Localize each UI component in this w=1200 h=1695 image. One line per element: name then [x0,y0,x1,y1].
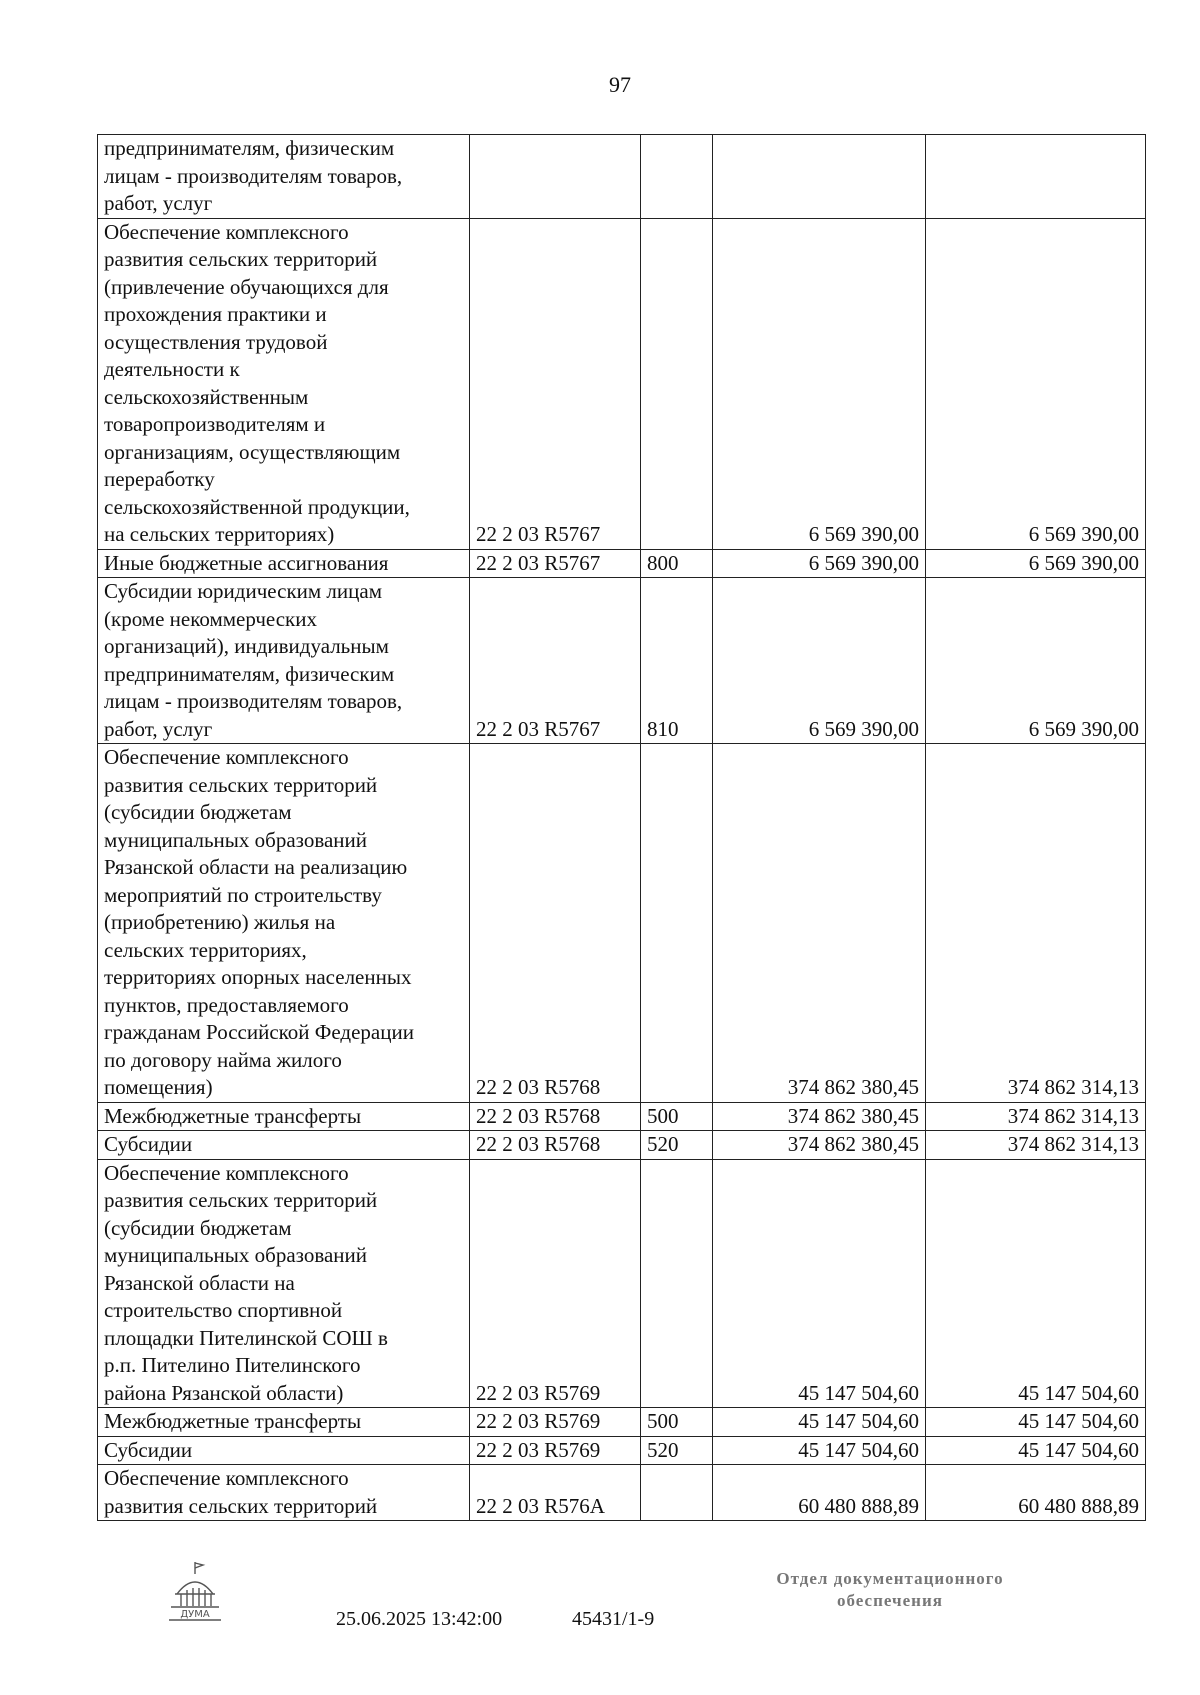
cell-code: 22 2 03 R576A [470,1465,641,1521]
cell-amount-2: 45 147 504,60 [926,1436,1146,1465]
cell-expense-type [641,1465,713,1521]
table-row [98,1159,1146,1408]
cell-name: Обеспечение комплексного развития сельских территорий (субсидии бюджетам муниципальных образований Рязанской области на реализацию мероприятий по строительству (приобретению) жилья на сельских территориях, территориях опорных населенных пунктов, предоставляемого гражданам Российской Федерации по договору найма жилого помещения) [98,744,470,1103]
duma-logo-icon [165,1560,225,1622]
cell-name: Субсидии юридическим лицам (кроме некоммерческих организаций), индивидуальным предпринимателям, физическим лицам - производителям товаров, работ, услуг [98,578,470,744]
cell-amount-2: 374 862 314,13 [926,1102,1146,1131]
cell-expense-type: 500 [641,1408,713,1437]
table-row [98,549,1146,578]
budget-table [97,134,1146,1521]
cell-code: 22 2 03 R5767 [470,549,641,578]
cell-amount-2: 6 569 390,00 [926,549,1146,578]
cell-code: 22 2 03 R5769 [470,1159,641,1408]
cell-amount-1: 6 569 390,00 [713,549,926,578]
table-row [98,744,1146,1103]
cell-name: предпринимателям, физическим лицам - производителям товаров, работ, услуг [98,135,470,219]
cell-amount-1: 374 862 380,45 [713,1131,926,1160]
footer-date: 25.06.2025 13:42:00 [336,1608,503,1630]
cell-amount-1: 374 862 380,45 [713,744,926,1103]
cell-code [470,135,641,219]
cell-name: Иные бюджетные ассигнования [98,549,470,578]
logo-text: ДУМА [180,1609,210,1620]
cell-amount-2: 45 147 504,60 [926,1408,1146,1437]
cell-amount-1: 6 569 390,00 [713,218,926,549]
cell-expense-type [641,1159,713,1408]
table-row [98,1436,1146,1465]
table-row [98,578,1146,744]
cell-name: Субсидии [98,1436,470,1465]
table-row [98,1408,1146,1437]
cell-amount-2: 374 862 314,13 [926,1131,1146,1160]
cell-code: 22 2 03 R5769 [470,1436,641,1465]
cell-expense-type: 500 [641,1102,713,1131]
cell-amount-1: 45 147 504,60 [713,1159,926,1408]
page-number: 97 [609,72,631,97]
table-row [98,1131,1146,1160]
cell-expense-type [641,218,713,549]
cell-code: 22 2 03 R5768 [470,1102,641,1131]
table-row [98,135,1146,219]
cell-expense-type: 520 [641,1436,713,1465]
cell-expense-type [641,135,713,219]
cell-code: 22 2 03 R5768 [470,744,641,1103]
cell-amount-1: 45 147 504,60 [713,1408,926,1437]
cell-amount-2: 6 569 390,00 [926,578,1146,744]
cell-code: 22 2 03 R5767 [470,218,641,549]
footer-doc-id: 45431/1-9 [572,1608,655,1630]
cell-expense-type: 520 [641,1131,713,1160]
cell-code: 22 2 03 R5768 [470,1131,641,1160]
cell-amount-1 [713,135,926,219]
cell-expense-type: 800 [641,549,713,578]
cell-amount-2: 45 147 504,60 [926,1159,1146,1408]
table-row [98,1102,1146,1131]
stamp-line-2: обеспечения [837,1591,943,1610]
cell-name: Межбюджетные трансферты [98,1408,470,1437]
cell-expense-type: 810 [641,578,713,744]
cell-amount-2: 60 480 888,89 [926,1465,1146,1521]
cell-code: 22 2 03 R5767 [470,578,641,744]
cell-expense-type [641,744,713,1103]
cell-amount-1: 374 862 380,45 [713,1102,926,1131]
cell-name: Субсидии [98,1131,470,1160]
cell-name: Межбюджетные трансферты [98,1102,470,1131]
cell-name: Обеспечение комплексного развития сельских территорий (привлечение обучающихся для прохождения практики и осуществления трудовой деятельности к сельскохозяйственным товаропроизводителям и организациям, осуществляющим переработку сельскохозяйственной продукции, на сельских территориях) [98,218,470,549]
cell-amount-2: 6 569 390,00 [926,218,1146,549]
cell-amount-1: 45 147 504,60 [713,1436,926,1465]
cell-amount-1: 6 569 390,00 [713,578,926,744]
stamp-line-1: Отдел документационного [776,1569,1004,1588]
department-stamp [730,1568,1050,1612]
cell-name: Обеспечение комплексного развития сельских территорий [98,1465,470,1521]
table-row [98,218,1146,549]
cell-amount-1: 60 480 888,89 [713,1465,926,1521]
cell-amount-2: 374 862 314,13 [926,744,1146,1103]
table-row [98,1465,1146,1521]
budget-table-body [98,135,1146,1521]
cell-amount-2 [926,135,1146,219]
cell-code: 22 2 03 R5769 [470,1408,641,1437]
cell-name: Обеспечение комплексного развития сельских территорий (субсидии бюджетам муниципальных образований Рязанской области на строительство спортивной площадки Пителинской СОШ в р.п. Пителино Пителинского района Рязанской области) [98,1159,470,1408]
